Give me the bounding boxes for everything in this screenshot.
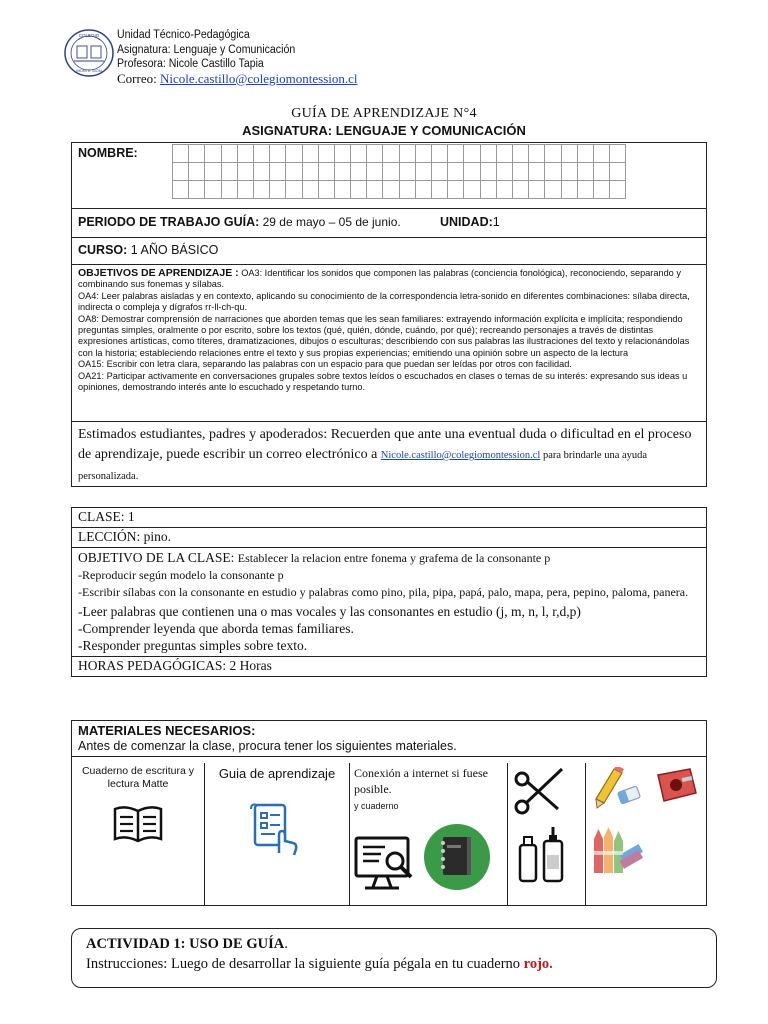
name-grid-cell[interactable] bbox=[286, 163, 302, 181]
name-grid-cell[interactable] bbox=[237, 145, 253, 163]
name-grid-cell[interactable] bbox=[545, 145, 561, 163]
periodo-label: PERIODO DE TRABAJO GUÍA: bbox=[78, 215, 260, 229]
name-grid-cell[interactable] bbox=[270, 145, 286, 163]
name-grid-cell[interactable] bbox=[189, 181, 205, 199]
oa21-text: OA21: Participar activamente en conversaciones grupales sobre textos leídos o escuchados en clases o temas de su interés: expresando sus ideas u opiniones, demostrando interés ante lo escuchado y respetando turno. bbox=[78, 370, 688, 393]
name-grid-cell[interactable] bbox=[173, 163, 189, 181]
name-grid-cell[interactable] bbox=[512, 181, 528, 199]
oa15-text: OA15: Escribir con letra clara, separando las palabras con un espacio para que puedan ser leídas por otros con facilidad. bbox=[78, 359, 572, 370]
name-grid-cell[interactable] bbox=[302, 181, 318, 199]
name-grid-cell[interactable] bbox=[593, 181, 609, 199]
name-grid-cell[interactable] bbox=[318, 181, 334, 199]
name-grid-cell[interactable] bbox=[480, 181, 496, 199]
objetivo-item-2: -Escribir sílabas con la consonante en estudio y palabras como pino, pila, pipa, papá, palo, mapa, pera, pepino, paloma, panera. bbox=[78, 585, 689, 599]
name-grid-cell[interactable] bbox=[512, 163, 528, 181]
leccion-row: LECCIÓN: pino. bbox=[72, 528, 706, 548]
material-internet bbox=[350, 763, 508, 905]
name-grid-cell[interactable] bbox=[318, 145, 334, 163]
name-grid-cell[interactable] bbox=[432, 163, 448, 181]
name-grid-cell[interactable] bbox=[577, 145, 593, 163]
computer-search-icon bbox=[353, 835, 417, 893]
name-grid-cell[interactable] bbox=[302, 145, 318, 163]
name-grid-cell[interactable] bbox=[610, 181, 626, 199]
document-hand-icon bbox=[247, 801, 301, 857]
name-grid-cell[interactable] bbox=[286, 145, 302, 163]
objetivo-item-5: -Responder preguntas simples sobre texto. bbox=[78, 638, 308, 653]
objetivo-item-4: -Comprender leyenda que aborda temas familiares. bbox=[78, 621, 354, 636]
material-guia-label: Guia de aprendizaje bbox=[218, 766, 336, 781]
scissors-icon bbox=[514, 765, 566, 815]
material-internet-label: Conexión a internet si fuese posible. bbox=[354, 766, 488, 796]
name-grid-cell[interactable] bbox=[205, 181, 221, 199]
oa3-text: OA3: Identificar los sonidos que componen las palabras (conciencia fonológica), reconociendo, separando y combinando sus fonemas y sílabas. bbox=[78, 268, 681, 290]
objetivo-clase-label: OBJETIVO DE LA CLASE: bbox=[78, 550, 238, 565]
name-grid-cell[interactable] bbox=[383, 145, 399, 163]
name-grid-cell[interactable] bbox=[415, 181, 431, 199]
glue-bottle-icon bbox=[518, 825, 568, 883]
guide-title: GUÍA DE APRENDIZAJE N°4 bbox=[291, 106, 477, 121]
name-grid-cell[interactable] bbox=[270, 181, 286, 199]
name-grid-cell[interactable] bbox=[415, 145, 431, 163]
class-table bbox=[71, 507, 707, 677]
name-grid-cell[interactable] bbox=[399, 163, 415, 181]
document-header bbox=[64, 26, 484, 90]
svg-text:COLEGIO: COLEGIO bbox=[78, 33, 100, 38]
nombre-row bbox=[72, 143, 706, 208]
clase-row: CLASE: 1 bbox=[72, 508, 706, 528]
name-grid-cell[interactable] bbox=[270, 163, 286, 181]
name-grid-cell[interactable] bbox=[399, 181, 415, 199]
unidad-value: 1 bbox=[492, 215, 500, 229]
name-grid[interactable] bbox=[172, 144, 626, 199]
name-grid-cell[interactable] bbox=[189, 163, 205, 181]
sharpener-icon bbox=[652, 765, 700, 805]
name-grid-cell[interactable] bbox=[496, 163, 512, 181]
name-grid-cell[interactable] bbox=[205, 163, 221, 181]
objetivo-item-3: -Leer palabras que contienen una o mas vocales y las consonantes en estudio (j, m, n, l, r,d,p) bbox=[78, 604, 581, 619]
name-grid-cell[interactable] bbox=[351, 163, 367, 181]
name-grid-cell[interactable] bbox=[383, 163, 399, 181]
notebook-icon bbox=[423, 823, 491, 891]
name-grid-cell[interactable] bbox=[318, 163, 334, 181]
periodo-row bbox=[72, 208, 706, 237]
activity-box: ACTIVIDAD 1: USO DE GUÍA. Instrucciones: Luego de desarrollar la siguiente guía pégala en tu cuaderno rojo. bbox=[71, 928, 717, 988]
name-grid-cell[interactable] bbox=[367, 145, 383, 163]
materials-box bbox=[71, 720, 707, 906]
name-grid-cell[interactable] bbox=[448, 145, 464, 163]
name-grid-cell[interactable] bbox=[334, 145, 350, 163]
name-grid-cell[interactable] bbox=[253, 163, 269, 181]
name-grid-cell[interactable] bbox=[351, 145, 367, 163]
name-grid-cell[interactable] bbox=[189, 145, 205, 163]
name-grid-cell[interactable] bbox=[529, 145, 545, 163]
name-grid-cell[interactable] bbox=[512, 145, 528, 163]
materials-title: MATERIALES NECESARIOS: bbox=[78, 723, 256, 738]
objetivos-section bbox=[72, 264, 706, 421]
subject-title: ASIGNATURA: LENGUAJE Y COMUNICACIÓN bbox=[242, 123, 526, 138]
objetivo-clase-text: Establecer la relacion entre fonema y grafema de la consonante p bbox=[237, 551, 551, 565]
name-grid-cell[interactable] bbox=[383, 181, 399, 199]
curso-row bbox=[72, 237, 706, 264]
name-grid-cell[interactable] bbox=[448, 181, 464, 199]
curso-label: CURSO: bbox=[78, 243, 128, 257]
student-info-box bbox=[71, 142, 707, 487]
name-grid-cell[interactable] bbox=[561, 181, 577, 199]
name-grid-cell[interactable] bbox=[529, 181, 545, 199]
material-scissors-glue bbox=[508, 763, 586, 905]
objetivo-item-1: -Reproducir según modelo la consonante p bbox=[78, 568, 284, 582]
objetivos-label: OBJETIVOS DE APRENDIZAJE : bbox=[78, 267, 239, 279]
name-grid-cell[interactable] bbox=[286, 181, 302, 199]
name-grid-cell[interactable] bbox=[496, 181, 512, 199]
oa4-text: OA4: Leer palabras aisladas y en contexto, aplicando su conocimiento de la correspondencia letra-sonido en diferentes combinaciones: sílaba directa, indirecta o compleja y dígrafos rr-ll-ch-qu. bbox=[78, 290, 690, 313]
name-grid-cell[interactable] bbox=[464, 181, 480, 199]
name-grid-cell[interactable] bbox=[415, 163, 431, 181]
header-email-line: Correo: Nicole.castillo@colegiomontession.cl bbox=[117, 70, 358, 86]
nombre-label: NOMBRE: bbox=[78, 146, 138, 160]
name-grid-cell[interactable] bbox=[432, 145, 448, 163]
material-cuaderno bbox=[72, 763, 205, 905]
activity-title: ACTIVIDAD 1: USO DE GUÍA bbox=[86, 936, 285, 952]
name-grid-cell[interactable] bbox=[205, 145, 221, 163]
name-grid-cell[interactable] bbox=[253, 145, 269, 163]
periodo-value: 29 de mayo – 05 de junio. bbox=[259, 215, 401, 229]
name-grid-cell[interactable] bbox=[302, 163, 318, 181]
name-grid-cell[interactable] bbox=[610, 145, 626, 163]
name-grid-cell[interactable] bbox=[221, 163, 237, 181]
activity-instructions: Instrucciones: Luego de desarrollar la siguiente guía pégala en tu cuaderno bbox=[86, 956, 524, 972]
name-grid-cell[interactable] bbox=[173, 181, 189, 199]
name-grid-cell[interactable] bbox=[545, 163, 561, 181]
name-grid-cell[interactable] bbox=[367, 181, 383, 199]
horas-row: HORAS PEDAGÓGICAS: 2 Horas bbox=[78, 658, 272, 673]
materials-subtitle: Antes de comenzar la clase, procura tener los siguientes materiales. bbox=[72, 738, 706, 757]
eraser-icon bbox=[616, 785, 642, 805]
name-grid-cell[interactable] bbox=[334, 181, 350, 199]
estimados-email-link[interactable]: Nicole.castillo@colegiomontession.cl bbox=[380, 450, 541, 461]
name-grid-cell[interactable] bbox=[464, 163, 480, 181]
name-grid-cell[interactable] bbox=[367, 163, 383, 181]
header-email-link[interactable]: Nicole.castillo@colegiomontession.cl bbox=[159, 70, 358, 86]
name-grid-cell[interactable] bbox=[221, 181, 237, 199]
name-grid-cell[interactable] bbox=[237, 181, 253, 199]
name-grid-cell[interactable] bbox=[480, 145, 496, 163]
name-grid-cell[interactable] bbox=[529, 163, 545, 181]
name-grid-cell[interactable] bbox=[221, 145, 237, 163]
name-grid-cell[interactable] bbox=[577, 181, 593, 199]
name-grid-cell[interactable] bbox=[173, 145, 189, 163]
name-grid-cell[interactable] bbox=[432, 181, 448, 199]
crayons-icon bbox=[590, 825, 646, 877]
name-grid-cell[interactable] bbox=[496, 145, 512, 163]
material-art-supplies bbox=[586, 763, 706, 905]
name-grid-cell[interactable] bbox=[577, 163, 593, 181]
svg-text:MONTE SION: MONTE SION bbox=[76, 68, 102, 73]
name-grid-cell[interactable] bbox=[593, 145, 609, 163]
curso-value: 1 AÑO BÁSICO bbox=[127, 243, 219, 257]
material-y-cuaderno-label: y cuaderno bbox=[354, 801, 399, 811]
name-grid-cell[interactable] bbox=[561, 145, 577, 163]
estimados-note: Estimados estudiantes, padres y apoderados: Recuerden que ante una eventual duda o dificultad en el proceso de aprendizaje, puede escribir un correo electrónico a Nicole.castillo@colegiomontession.cl para brindarle una ayuda personalizada. bbox=[72, 421, 706, 488]
activity-rojo: rojo. bbox=[523, 956, 553, 972]
header-subject: Asignatura: Lenguaje y Comunicación bbox=[117, 43, 296, 56]
name-grid-cell[interactable] bbox=[399, 145, 415, 163]
name-grid-cell[interactable] bbox=[593, 163, 609, 181]
name-grid-cell[interactable] bbox=[561, 163, 577, 181]
name-grid-cell[interactable] bbox=[480, 163, 496, 181]
open-book-icon bbox=[112, 805, 164, 845]
material-guia bbox=[205, 763, 350, 905]
name-grid-cell[interactable] bbox=[237, 163, 253, 181]
name-grid-cell[interactable] bbox=[351, 181, 367, 199]
name-grid-cell[interactable] bbox=[610, 163, 626, 181]
name-grid-cell[interactable] bbox=[334, 163, 350, 181]
name-grid-cell[interactable] bbox=[545, 181, 561, 199]
school-seal-logo bbox=[64, 28, 114, 78]
name-grid-cell[interactable] bbox=[448, 163, 464, 181]
oa8-text: OA8: Demostrar comprensión de narraciones que aborden temas que les sean familiares: extrayendo información explícita e implícita; respondiendo preguntas simples, oralmente o por escrito, sobre los textos (qué, quién, dónde, cuándo, por qué); recreando personajes a través de distintas expresiones artísticas, como títeres, dramatizaciones, dibujos o esculturas; describiendo con sus palabras las ilustraciones del texto y relacionándolas con la historia; estableciendo relaciones entre el texto y sus propias experiencias; emitiendo una opinión sobre un aspecto de la lectura bbox=[78, 313, 690, 358]
name-grid-cell[interactable] bbox=[464, 145, 480, 163]
header-unit: Unidad Técnico-Pedagógica bbox=[117, 29, 250, 41]
unidad-label: UNIDAD: bbox=[440, 215, 493, 229]
header-teacher: Profesora: Nicole Castillo Tapia bbox=[117, 58, 264, 70]
material-cuaderno-label: Cuaderno de escritura y lectura Matte bbox=[81, 765, 195, 790]
name-grid-cell[interactable] bbox=[253, 181, 269, 199]
objetivo-clase-row bbox=[72, 548, 706, 657]
